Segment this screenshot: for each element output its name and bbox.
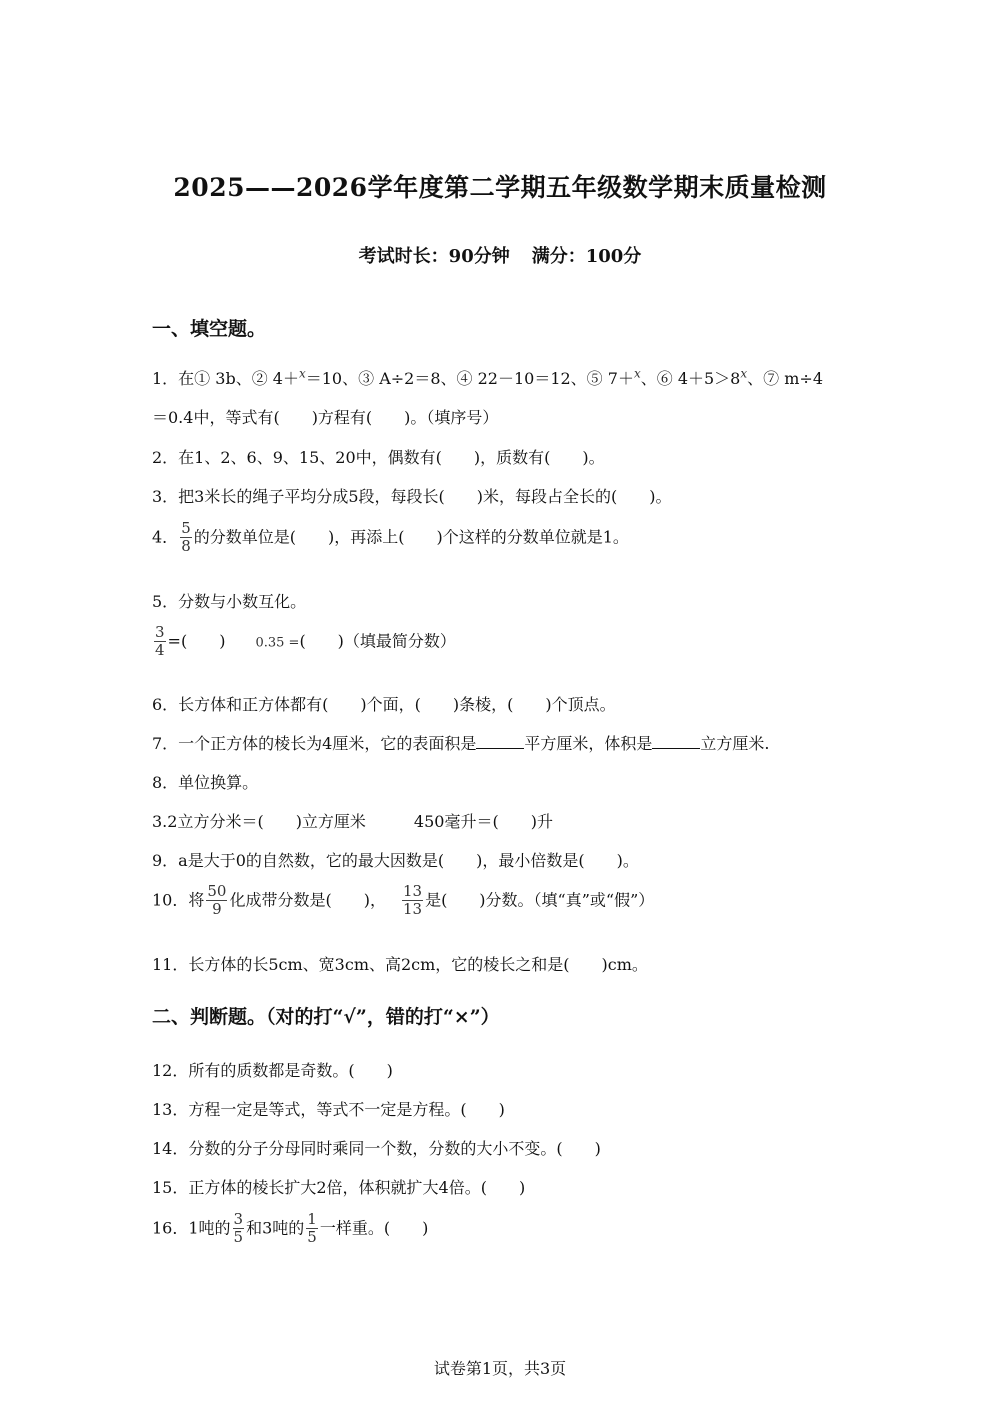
- page-footer: 试卷第1页，共3页: [433, 1359, 567, 1378]
- question-6: 6．长方体和正方体都有( )个面，( )条棱，( )个顶点。: [152, 695, 616, 714]
- answer-blank[interactable]: [652, 734, 700, 749]
- section-fill-blank-title: 一、填空题。: [152, 318, 267, 340]
- question-14: 14．分数的分子分母同时乘同一个数，分数的大小不变。( ): [152, 1139, 601, 1158]
- question-13: 13．方程一定是等式，等式不一定是方程。( ): [152, 1100, 505, 1119]
- question-3: 3．把3米长的绳子平均分成5段，每段长( )米，每段占全长的( )。: [152, 487, 672, 506]
- question-8: 8．单位换算。: [152, 773, 259, 792]
- question-10: 10．将 $\frac{50}{9}$ 化成带分数是( )， $\frac{13}{13}$ 是( )分数。（填“真”或“假”）: [152, 882, 655, 919]
- page-title: 2025——2026学年度第二学期五年级数学期末质量检测: [173, 173, 827, 202]
- question-16: 16．1吨的 $\frac{3}{5}$ 和3吨的 $\frac{1}{5}$ 一样重。( ): [152, 1210, 429, 1247]
- question-15: 15．正方体的棱长扩大2倍，体积就扩大4倍。( ): [152, 1178, 526, 1197]
- question-2: 2．在1、2、6、9、15、20中，偶数有( )，质数有( )。: [152, 448, 605, 467]
- exam-info: [0, 242, 1000, 268]
- question-7: 7．一个正方体的棱长为4厘米，它的表面积是 平方厘米，体积是 立方厘米.: [152, 734, 770, 753]
- fraction: $\frac{13}{13}$: [402, 882, 423, 919]
- section-true-false-title: 二、判断题。（对的打“√”，错的打“×”）: [152, 1006, 500, 1028]
- question-5-items: $\frac{3}{4}$ =( ) 0.35 =( )（填最简分数）: [155, 623, 456, 660]
- exam-duration: 考试时长：90分钟: [358, 246, 510, 267]
- question-4: 4． $\frac{5}{8}$ 的分数单位是( )，再添上( )个这样的分数单位就是1。: [152, 519, 629, 556]
- fraction: $\frac{5}{8}$: [181, 519, 191, 556]
- fraction: $\frac{3}{4}$: [155, 623, 165, 660]
- fraction: $\frac{50}{9}$: [207, 882, 227, 919]
- question-1-line-2: ＝0.4中，等式有( )方程有( )。（填序号）: [152, 408, 499, 427]
- fraction: $\frac{3}{5}$: [233, 1210, 244, 1247]
- fraction: $\frac{1}{5}$: [307, 1210, 317, 1247]
- question-8-items: 3.2立方分米＝( )立方厘米 450毫升＝( )升: [152, 812, 553, 831]
- question-5: 5．分数与小数互化。: [152, 592, 307, 611]
- exam-full-score: 满分：100分: [531, 246, 642, 267]
- question-1-line-1: 1．在① 3b、② 4＋$^x$＝10、③ A÷2＝8、④ 22－10＝12、⑤ 7＋$^x$、⑥ $4+5>8^x$、⑦ m÷4: [152, 366, 824, 388]
- question-11: 11．长方体的长5cm、宽3cm、高2cm，它的棱长之和是( )cm。: [152, 955, 648, 974]
- answer-blank[interactable]: [476, 734, 524, 749]
- question-12: 12．所有的质数都是奇数。( ): [152, 1061, 393, 1080]
- question-9: 9．a是大于0的自然数，它的最大因数是( )，最小倍数是( )。: [152, 851, 639, 870]
